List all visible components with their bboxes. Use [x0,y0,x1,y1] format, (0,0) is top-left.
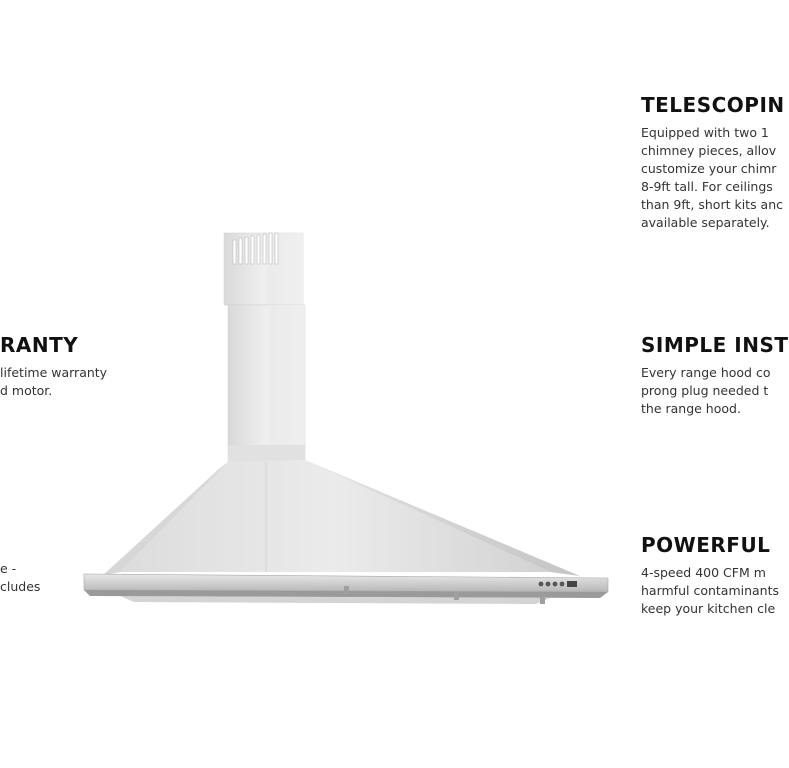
feature-powerful [641,534,779,618]
feature-powerful-line-3: keep your kitchen cle [641,601,776,616]
feature-powerful-line-2: harmful contaminants [641,583,780,598]
feature-simple-install-line-1: Every range hood co [641,365,771,380]
canopy [102,445,580,576]
control-button-2[interactable] [546,582,551,587]
chimney-upper [224,233,303,305]
control-display [567,581,577,587]
feature-simple-install-line-3: the range hood. [641,401,741,416]
feature-simple-install-title: SIMPLE INST [641,333,789,357]
feature-simple-install-line-2: prong plug needed t [641,383,769,398]
feature-telescoping-title: TELESCOPIN [641,93,785,117]
feature-powerful-title: POWERFUL [641,533,771,557]
feature-simple-install [641,334,789,418]
feature-bottom-left [0,560,40,596]
feature-telescoping-line-4: 8-9ft tall. For ceilings [641,179,773,194]
feature-telescoping [641,94,785,232]
feature-powerful-line-1: 4-speed 400 CFM m [641,565,766,580]
control-button-3[interactable] [553,582,558,587]
feature-bottom-left-line-2: cludes [0,579,41,594]
feature-bottom-left-line-1: e - [0,561,17,576]
feature-warranty-title: RANTY [0,333,79,357]
range-hood-image [80,200,620,620]
feature-telescoping-line-5: than 9ft, short kits anc [641,197,784,212]
feature-warranty-line-1: lifetime warranty [0,365,108,380]
feature-telescoping-line-2: chimney pieces, allov [641,143,777,158]
control-button-4[interactable] [560,582,565,587]
feature-warranty-line-2: d motor. [0,383,53,398]
feature-telescoping-line-3: customize your chimr [641,161,777,176]
control-button-1[interactable] [539,582,544,587]
feature-telescoping-line-6: available separately. [641,215,770,230]
feature-telescoping-line-1: Equipped with two 1 [641,125,769,140]
